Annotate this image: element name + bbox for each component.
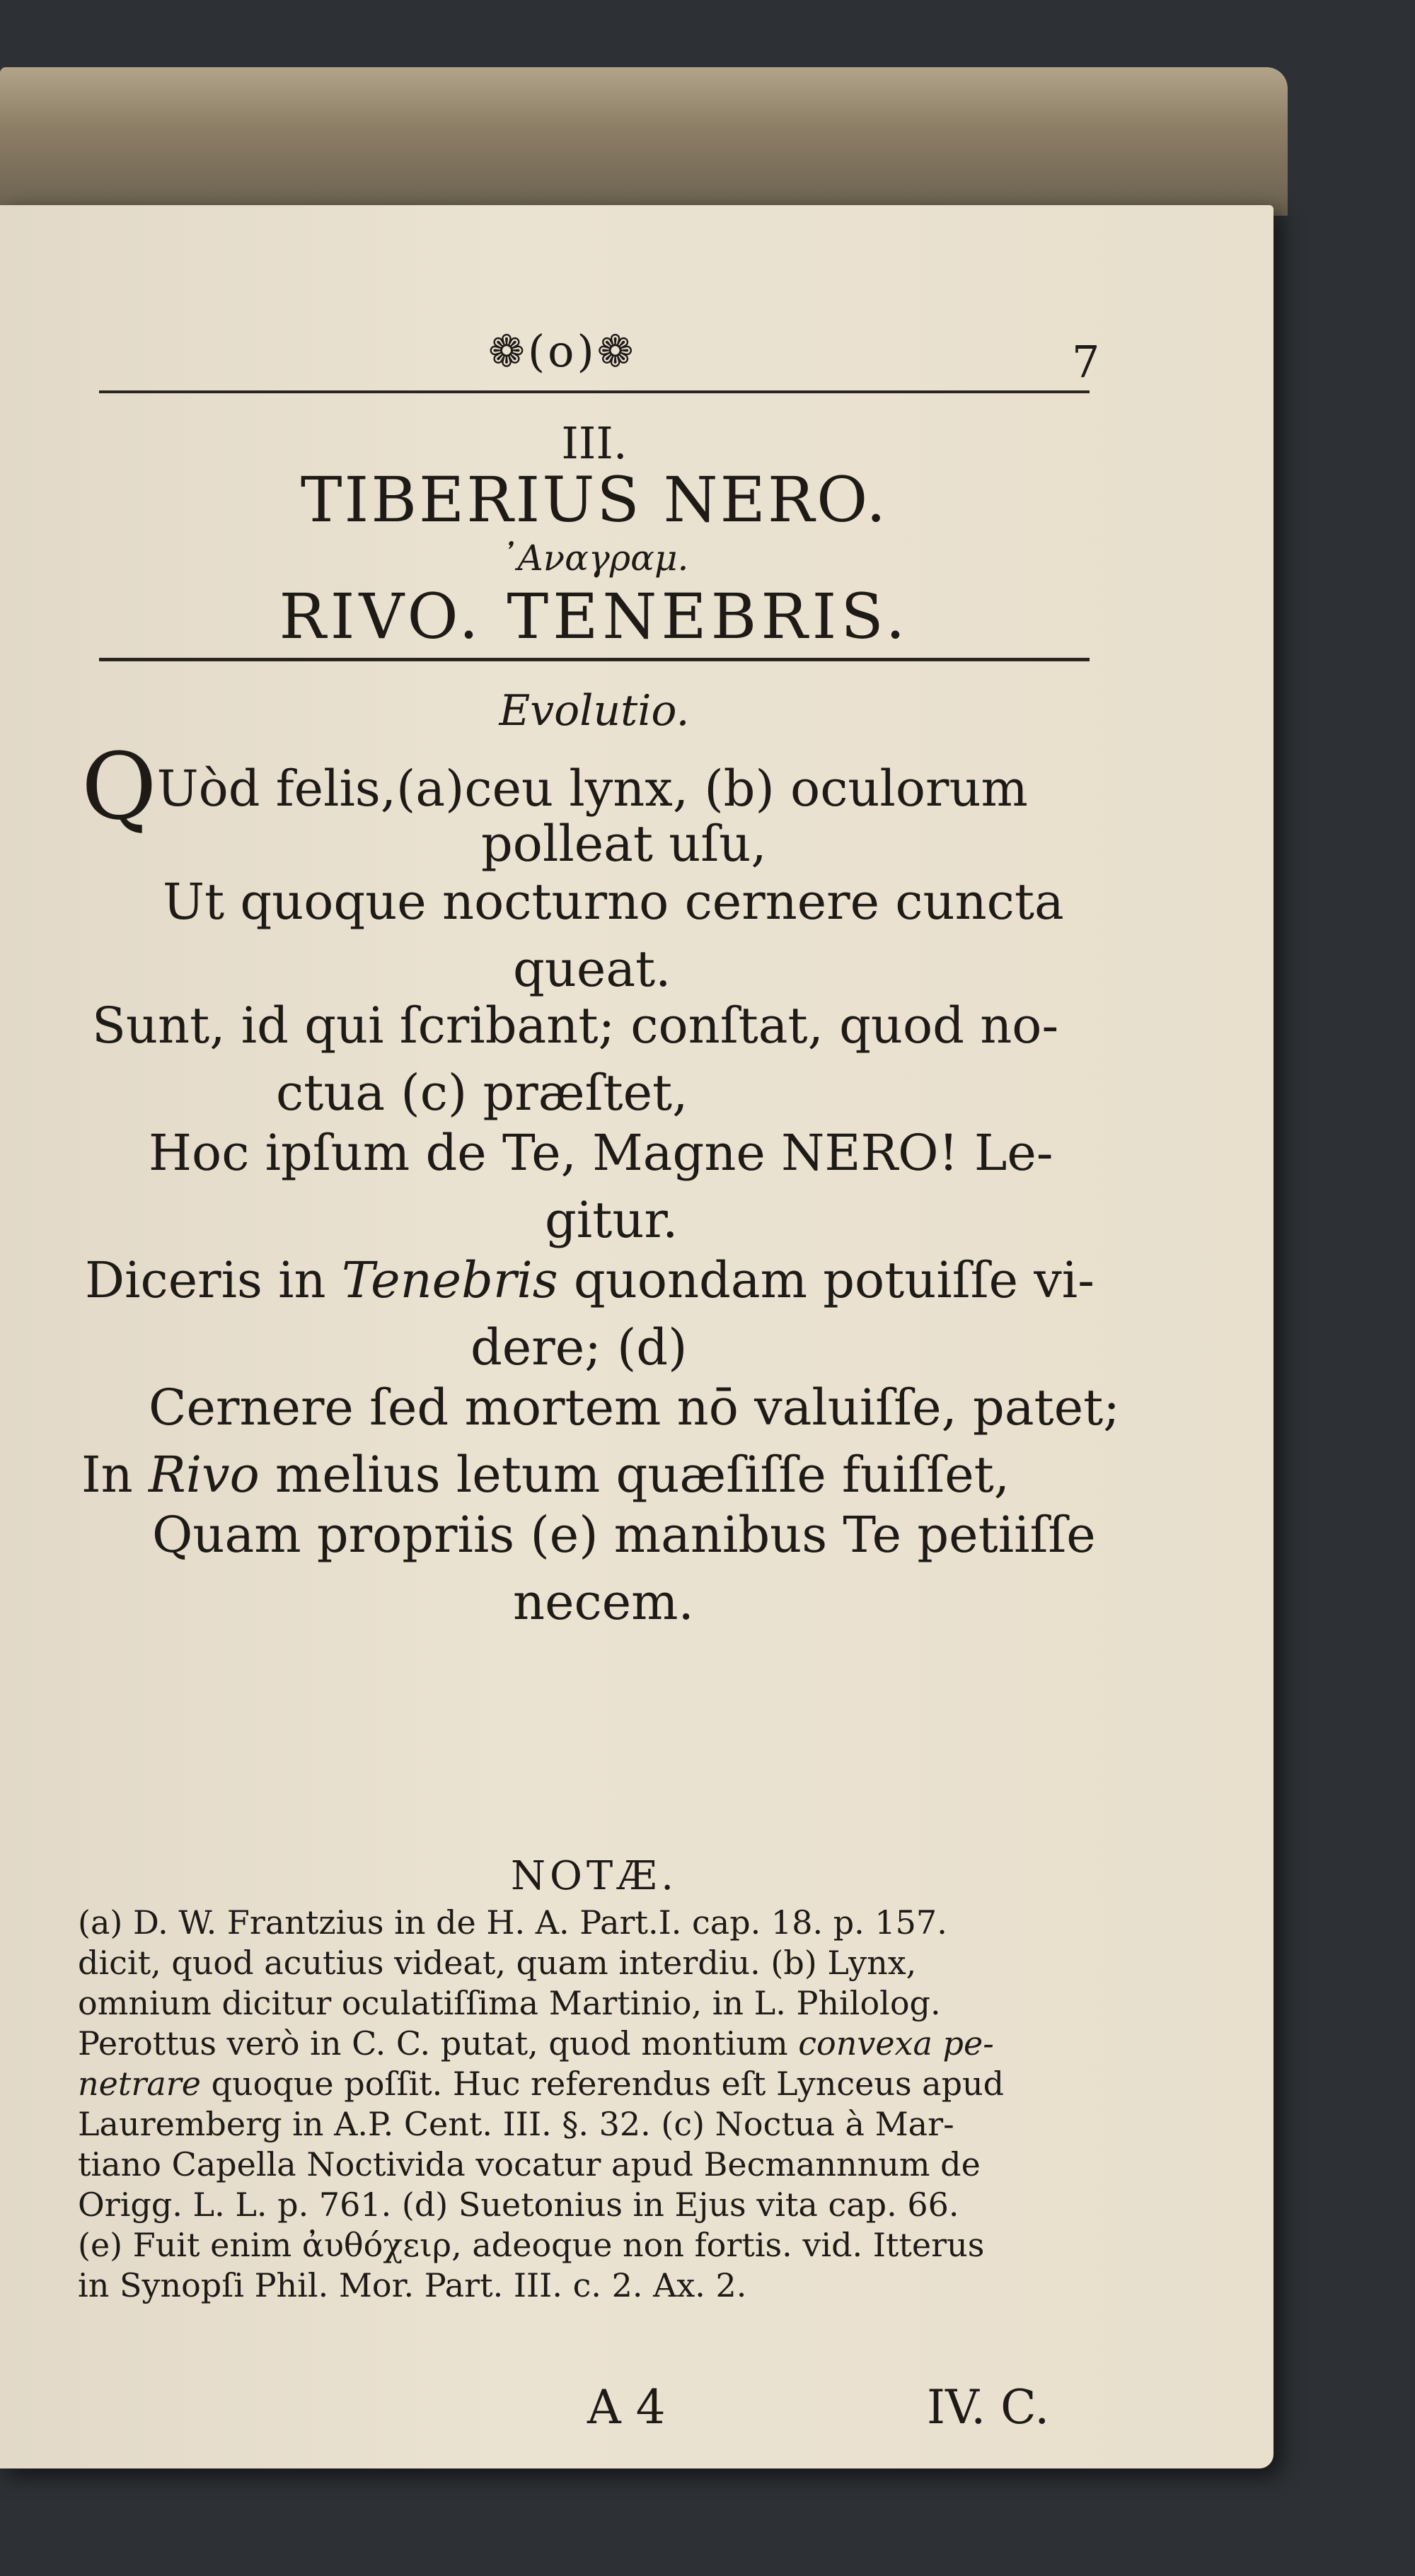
verse-line: Ut quoque nocturno cernere cuncta xyxy=(163,873,1064,931)
note-line: dicit, quod acutius videat, quam interdiu. (b) Lynx, xyxy=(78,1944,917,1982)
verse-line: Diceris in Tenebris quondam potuiſſe vi- xyxy=(85,1251,1095,1309)
book-page xyxy=(0,205,1274,2468)
verse-line: QUòd felis,(a)ceu lynx, (b) oculorum xyxy=(81,733,1028,840)
catchword: IV. C. xyxy=(927,2380,1050,2435)
section-number: III. xyxy=(561,417,628,469)
note-line: Origg. L. L. p. 761. (d) Suetonius in Ejus vita cap. 66. xyxy=(78,2186,959,2224)
note-line: tiano Capella Noctivida vocatur apud Becmannnum de xyxy=(78,2145,981,2183)
note-line: Lauremberg in A.P. Cent. III. §. 32. (c) Noctua à Mar- xyxy=(78,2105,954,2143)
verse-line: Hoc ipſum de Te, Magne NERO! Le- xyxy=(149,1124,1053,1182)
title-rule xyxy=(99,658,1090,661)
verse-line: polleat uſu, xyxy=(481,815,767,873)
header-ornament: ❁(o)❁ xyxy=(488,325,637,377)
notes-heading: NOTÆ. xyxy=(510,1853,678,1899)
verse-line: dere; (d) xyxy=(470,1318,688,1376)
anagram-label: ᾿Αναγραμ. xyxy=(499,538,689,579)
verse-line: Cernere ſed mortem nō valuiſſe, patet; xyxy=(149,1379,1120,1437)
note-line: in Synopſi Phil. Mor. Part. III. c. 2. Ax. 2. xyxy=(78,2266,747,2304)
verse-line: Sunt, id qui ſcribant; conſtat, quod no- xyxy=(92,997,1059,1055)
drop-cap: Q xyxy=(81,733,157,840)
header-rule xyxy=(99,390,1090,393)
verse-line: In Rivo melius letum quæſiſſe fuiſſet, xyxy=(81,1446,1010,1504)
note-line: (a) D. W. Frantzius in de H. A. Part.I. cap. 18. p. 157. xyxy=(78,1903,947,1942)
verse-line: necem. xyxy=(513,1573,694,1631)
verse-line: Quam propriis (e) manibus Te petiiſſe xyxy=(152,1506,1096,1564)
verse-line: queat. xyxy=(513,940,671,998)
evolutio-heading: Evolutio. xyxy=(499,686,690,736)
page-number: 7 xyxy=(1072,336,1100,388)
verse-line: ctua (c) præſtet, xyxy=(276,1064,688,1122)
note-line: netrare quoque poſſit. Huc referendus eſt Lynceus apud xyxy=(78,2065,1005,2103)
section-title: TIBERIUS NERO. xyxy=(300,463,889,536)
note-line: (e) Fuit enim ἀυθόχειρ, adeoque non fortis. vid. Itterus xyxy=(78,2226,985,2264)
verse-line: gitur. xyxy=(545,1191,678,1249)
anagram-title: RIVO. TENEBRIS. xyxy=(279,580,910,653)
book-top-edge xyxy=(0,67,1288,216)
note-line: omnium dicitur oculatiſſima Martinio, in L. Philolog. xyxy=(78,1984,941,2022)
signature-mark: A 4 xyxy=(587,2380,666,2435)
note-line: Perottus verò in C. C. putat, quod montium convexa pe- xyxy=(78,2024,994,2062)
